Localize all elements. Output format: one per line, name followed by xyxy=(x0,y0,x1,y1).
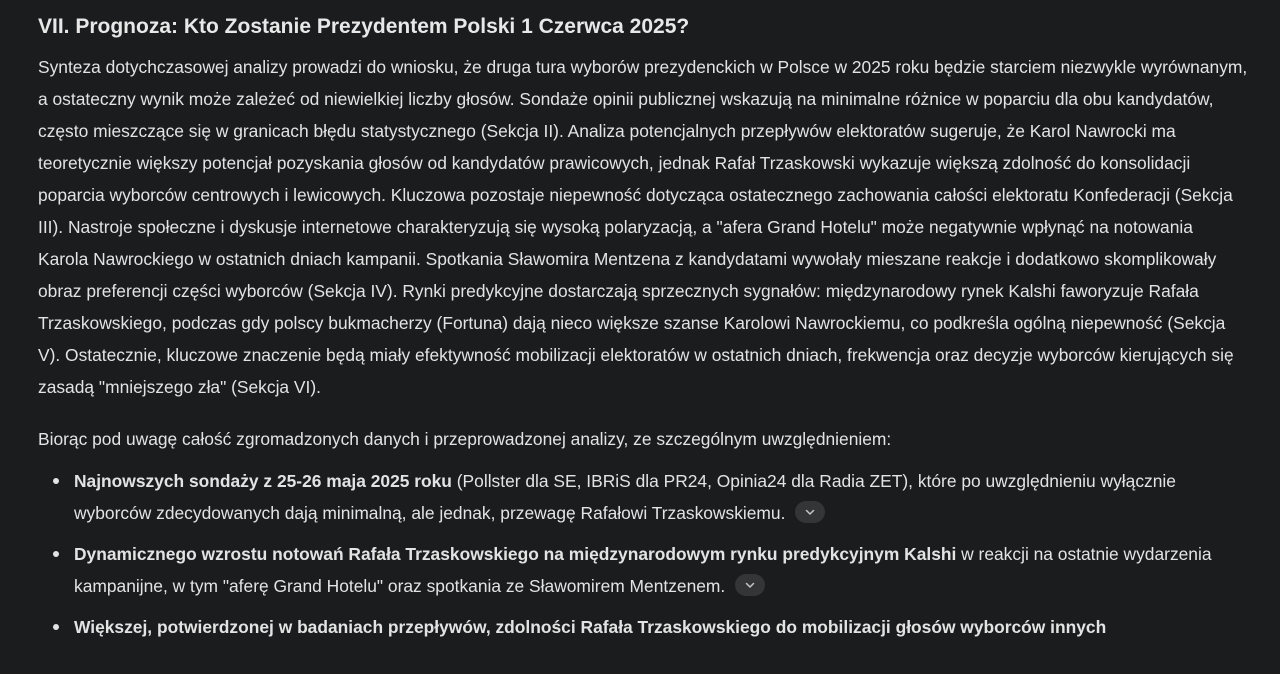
list-item-text: w reakcji na ostatnie wydarzenia kampanijne, w tym "aferę Grand Hotelu" oraz spotkania ze Sławomirem Mentzenem. xyxy=(74,544,1212,596)
intro-paragraph: Biorąc pod uwagę całość zgromadzonych danych i przeprowadzonej analizy, ze szczególnym uwzględnieniem: xyxy=(38,429,892,449)
list-item xyxy=(38,465,1248,529)
list-item-bold-text: Dynamicznego wzrostu notowań Rafała Trzaskowskiego na międzynarodowym rynku predykcyjnym Kalshi xyxy=(74,544,957,564)
bullet-icon xyxy=(53,551,59,557)
list-item-bold-text: Najnowszych sondaży z 25-26 maja 2025 roku xyxy=(74,471,452,491)
section-heading: VII. Prognoza: Kto Zostanie Prezydentem Polski 1 Czerwca 2025? xyxy=(38,15,690,38)
chevron-down-icon xyxy=(744,579,756,591)
list-item-text: (Pollster dla SE, IBRiS dla PR24, Opinia24 dla Radia ZET), które po uwzględnieniu wyłącznie wyborców zdecydowanych dają minimalną, ale jednak, przewagę Rafałowi Trzaskowskiemu. xyxy=(74,471,1176,523)
bullet-icon xyxy=(53,478,59,484)
list-item-bold-text: Większej, potwierdzonej w badaniach przepływów, zdolności Rafała Trzaskowskiego do mobilizacji głosów wyborców innych xyxy=(74,617,1107,637)
expand-sources-button[interactable] xyxy=(795,501,825,523)
list-item xyxy=(38,611,1248,643)
expand-sources-button[interactable] xyxy=(735,574,765,596)
conclusion-list xyxy=(38,465,1248,643)
list-item xyxy=(38,538,1248,602)
bullet-icon xyxy=(53,624,59,630)
summary-paragraph: Synteza dotychczasowej analizy prowadzi do wniosku, że druga tura wyborów prezydenckich w Polsce w 2025 roku będzie starciem niezwykle wyrównanym, a ostateczny wynik może zależeć od niewielkiej liczby głosów. Sondaże opinii publicznej wskazują na minimalne różnice w poparciu dla obu kandydatów, często mieszczące się w granicach błędu statystycznego (Sekcja II). Analiza potencjalnych przepływów elektoratów sugeruje, że Karol Nawrocki ma teoretycznie większy potencjał pozyskania głosów od kandydatów prawicowych, jednak Rafał Trzaskowski wykazuje większą zdolność do konsolidacji poparcia wyborców centrowych i lewicowych. Kluczowa pozostaje niepewność dotycząca ostatecznego zachowania całości elektoratu Konfederacji (Sekcja III). Nastroje społeczne i dyskusje internetowe charakteryzują się wysoką polaryzacją, a "afera Grand Hotelu" może negatywnie wpłynąć na notowania Karola Nawrockiego w ostatnich dniach kampanii. Spotkania Sławomira Mentzena z kandydatami wywołały mieszane reakcje i dodatkowo skomplikowały obraz preferencji części wyborców (Sekcja IV). Rynki predykcyjne dostarczają sprzecznych sygnałów: międzynarodowy rynek Kalshi faworyzuje Rafała Trzaskowskiego, podczas gdy polscy bukmacherzy (Fortuna) dają nieco większe szanse Karolowi Nawrockiemu, co podkreśla ogólną niepewność (Sekcja V). Ostatecznie, kluczowe znaczenie będą miały efektywność mobilizacji elektoratów w ostatnich dniach, frekwencja oraz decyzje wyborców kierujących się zasadą "mniejszego zła" (Sekcja VI). xyxy=(38,57,1248,397)
chevron-down-icon xyxy=(804,506,816,518)
response-content xyxy=(38,0,1248,652)
